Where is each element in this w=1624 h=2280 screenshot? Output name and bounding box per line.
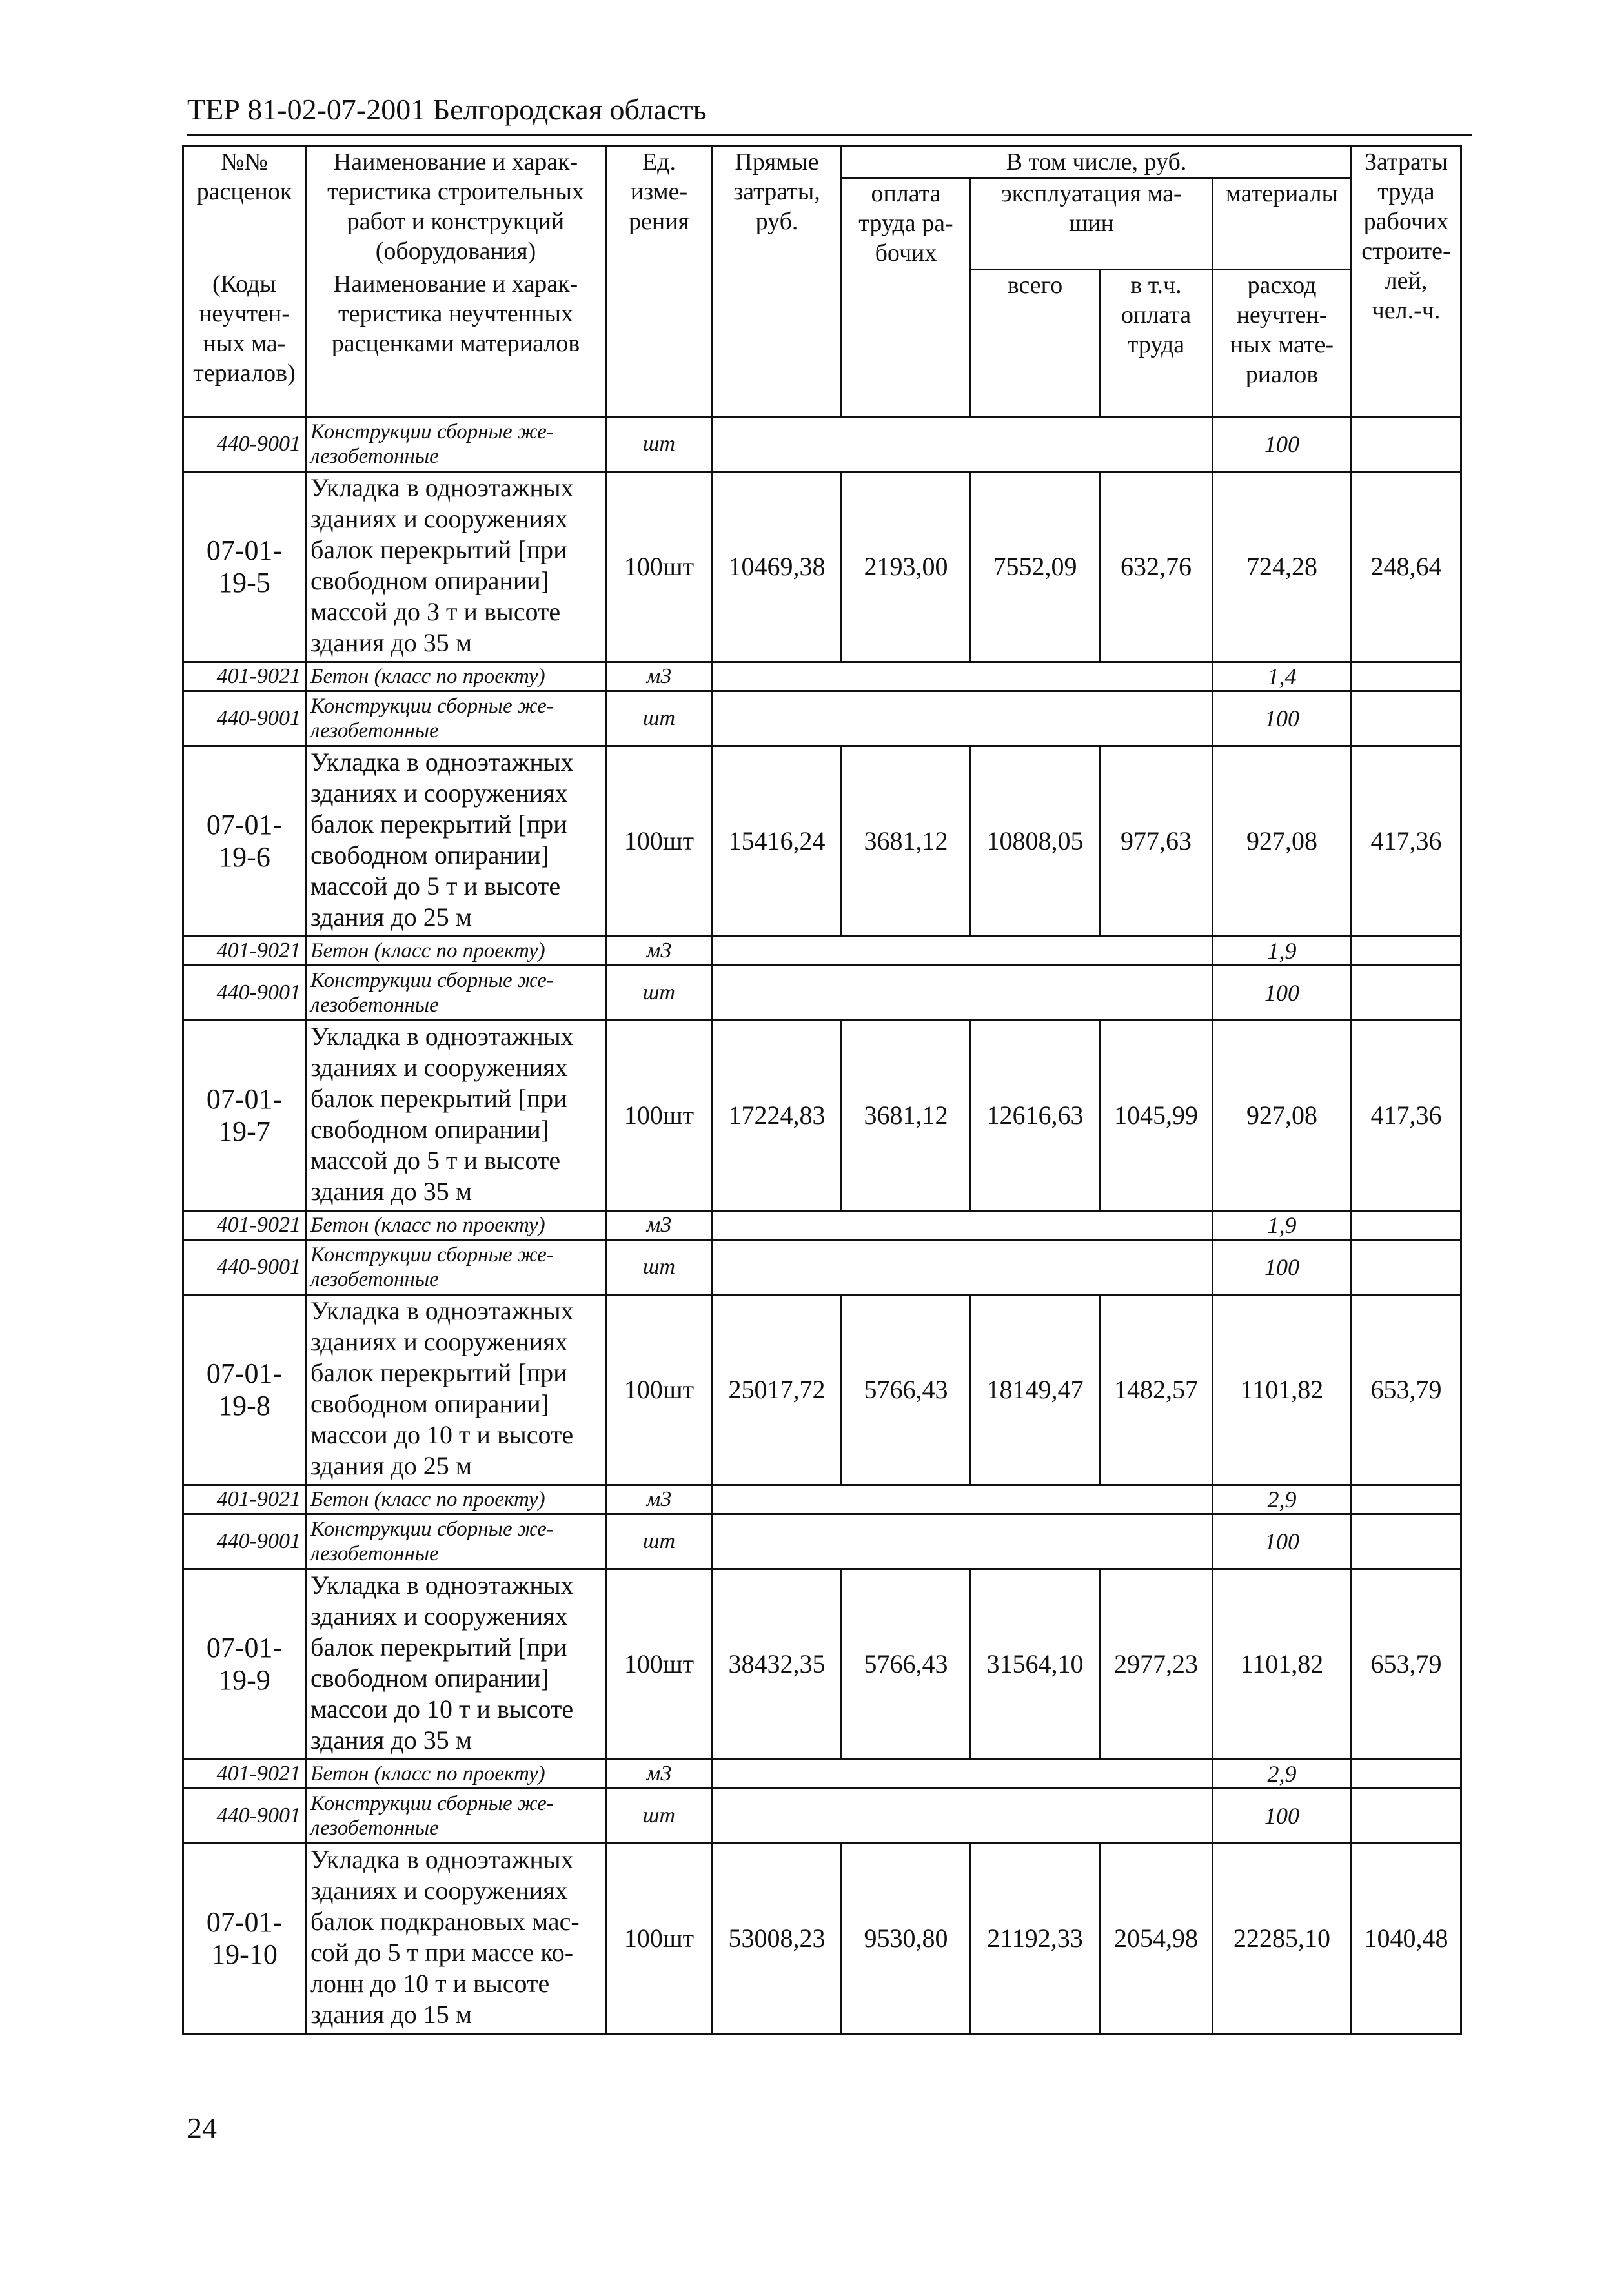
material-labor-blank <box>1352 1239 1461 1294</box>
rate-labor: 653,79 <box>1352 1294 1461 1485</box>
col-header-direct-costs: Прямые затраты, руб. <box>713 147 842 417</box>
rate-code: 07-01- 19-7 <box>183 1020 306 1210</box>
material-row-structures <box>183 416 1461 471</box>
material-labor-blank <box>1352 662 1461 691</box>
material-name: Конструкции сборные же- лезобетонные <box>306 691 606 746</box>
rate-row <box>183 1294 1461 1485</box>
material-unit: шт <box>606 691 713 746</box>
material-unit: м3 <box>606 1210 713 1239</box>
material-name: Бетон (класс по проекту) <box>306 1759 606 1788</box>
rate-direct-costs: 25017,72 <box>713 1294 842 1485</box>
rate-machines-wages: 632,76 <box>1100 471 1213 662</box>
material-code: 440-9001 <box>183 1239 306 1294</box>
material-name: Бетон (класс по проекту) <box>306 1210 606 1239</box>
rate-labor: 417,36 <box>1352 746 1461 936</box>
material-code: 440-9001 <box>183 1788 306 1843</box>
page-header: ТЕР 81-02-07-2001 Белгородская область <box>187 90 1472 136</box>
rate-description: Укладка в одноэтажных зданиях и сооружениях балок перекрытий [при свободном опирании] массой до 5 т и высоте здания до 35 м <box>306 1020 606 1210</box>
material-quantity: 1,4 <box>1213 662 1352 691</box>
material-unit: шт <box>606 965 713 1020</box>
material-blank <box>713 416 1213 471</box>
col-header-materials-consumption: расход неучтен- ных мате- риалов <box>1213 269 1352 416</box>
rate-machines-total: 31564,10 <box>971 1569 1100 1759</box>
material-blank <box>713 1210 1213 1239</box>
material-row-concrete <box>183 936 1461 965</box>
material-quantity: 1,9 <box>1213 936 1352 965</box>
rate-materials: 724,28 <box>1213 471 1352 662</box>
rate-unit: 100шт <box>606 471 713 662</box>
material-row-concrete <box>183 1210 1461 1239</box>
material-blank <box>713 662 1213 691</box>
rate-machines-wages: 1045,99 <box>1100 1020 1213 1210</box>
material-unit: м3 <box>606 1759 713 1788</box>
material-unit: м3 <box>606 1485 713 1514</box>
col-header-work-name: Наименование и харак- теристика строительных работ и конструкций (оборудования) <box>306 147 606 270</box>
material-unit: м3 <box>606 936 713 965</box>
col-header-materials: материалы <box>1213 178 1352 270</box>
material-code: 440-9001 <box>183 416 306 471</box>
rate-direct-costs: 17224,83 <box>713 1020 842 1210</box>
rate-wages: 2193,00 <box>842 471 971 662</box>
rate-code: 07-01- 19-10 <box>183 1843 306 2033</box>
col-header-machines-spacer <box>971 238 1213 269</box>
material-labor-blank <box>1352 936 1461 965</box>
rate-code: 07-01- 19-6 <box>183 746 306 936</box>
material-code: 401-9021 <box>183 1759 306 1788</box>
material-row-structures <box>183 965 1461 1020</box>
material-quantity: 100 <box>1213 1788 1352 1843</box>
table-header <box>183 147 1461 417</box>
material-unit: м3 <box>606 662 713 691</box>
material-blank <box>713 1514 1213 1569</box>
col-header-unit: Ед. изме- рения <box>606 147 713 417</box>
material-blank <box>713 1788 1213 1843</box>
rate-materials: 22285,10 <box>1213 1843 1352 2033</box>
rate-code: 07-01- 19-5 <box>183 471 306 662</box>
col-header-wages: оплата труда ра- бочих <box>842 178 971 417</box>
material-name: Конструкции сборные же- лезобетонные <box>306 1788 606 1843</box>
material-quantity: 2,9 <box>1213 1485 1352 1514</box>
rate-row <box>183 746 1461 936</box>
rate-wages: 5766,43 <box>842 1294 971 1485</box>
rate-description: Укладка в одноэтажных зданиях и сооружениях балок перекрытий [при свободном опирании] массой до 3 т и высоте здания до 35 м <box>306 471 606 662</box>
rate-machines-wages: 1482,57 <box>1100 1294 1213 1485</box>
material-row-structures <box>183 1239 1461 1294</box>
material-code: 440-9001 <box>183 1514 306 1569</box>
material-code: 401-9021 <box>183 1210 306 1239</box>
material-row-structures <box>183 1514 1461 1569</box>
rate-machines-wages: 2977,23 <box>1100 1569 1213 1759</box>
material-blank <box>713 691 1213 746</box>
rate-description: Укладка в одноэтажных зданиях и сооружениях балок перекрытий [при свободном опирании] массои до 10 т и высоте здания до 25 м <box>306 1294 606 1485</box>
material-name: Конструкции сборные же- лезобетонные <box>306 1239 606 1294</box>
rate-materials: 1101,82 <box>1213 1569 1352 1759</box>
rate-machines-wages: 2054,98 <box>1100 1843 1213 2033</box>
material-blank <box>713 965 1213 1020</box>
material-blank <box>713 1485 1213 1514</box>
material-unit: шт <box>606 416 713 471</box>
material-row-concrete <box>183 1485 1461 1514</box>
material-labor-blank <box>1352 965 1461 1020</box>
rate-machines-total: 12616,63 <box>971 1020 1100 1210</box>
rate-description: Укладка в одноэтажных зданиях и сооружениях балок перекрытий [при свободном опирании] массои до 10 т и высоте здания до 35 м <box>306 1569 606 1759</box>
material-name: Бетон (класс по проекту) <box>306 1485 606 1514</box>
material-row-structures <box>183 1788 1461 1843</box>
rate-row <box>183 1843 1461 2033</box>
material-code: 440-9001 <box>183 965 306 1020</box>
material-blank <box>713 1239 1213 1294</box>
rate-unit: 100шт <box>606 746 713 936</box>
rate-machines-total: 18149,47 <box>971 1294 1100 1485</box>
col-header-labor: Затраты труда рабочих строите- лей, чел.-ч. <box>1352 147 1461 417</box>
rate-materials: 927,08 <box>1213 1020 1352 1210</box>
material-labor-blank <box>1352 1788 1461 1843</box>
material-quantity: 1,9 <box>1213 1210 1352 1239</box>
material-name: Конструкции сборные же- лезобетонные <box>306 965 606 1020</box>
col-header-rate-number: №№ расценок <box>183 147 306 270</box>
material-row-concrete <box>183 662 1461 691</box>
material-quantity: 100 <box>1213 1514 1352 1569</box>
material-code: 440-9001 <box>183 691 306 746</box>
material-blank <box>713 936 1213 965</box>
material-labor-blank <box>1352 691 1461 746</box>
rate-machines-total: 10808,05 <box>971 746 1100 936</box>
rate-wages: 9530,80 <box>842 1843 971 2033</box>
material-name: Бетон (класс по проекту) <box>306 662 606 691</box>
col-header-including: В том числе, руб. <box>842 147 1352 178</box>
rate-wages: 3681,12 <box>842 746 971 936</box>
material-quantity: 2,9 <box>1213 1759 1352 1788</box>
rate-materials: 1101,82 <box>1213 1294 1352 1485</box>
rate-code: 07-01- 19-9 <box>183 1569 306 1759</box>
col-header-material-name: Наименование и харак- теристика неучтенных расценками материалов <box>306 269 606 416</box>
material-labor-blank <box>1352 1759 1461 1788</box>
material-unit: шт <box>606 1514 713 1569</box>
material-quantity: 100 <box>1213 691 1352 746</box>
col-header-machines: эксплуатация ма- шин <box>971 178 1213 239</box>
rate-machines-total: 21192,33 <box>971 1843 1100 2033</box>
rate-labor: 653,79 <box>1352 1569 1461 1759</box>
rate-labor: 417,36 <box>1352 1020 1461 1210</box>
material-name: Конструкции сборные же- лезобетонные <box>306 416 606 471</box>
material-labor-blank <box>1352 1485 1461 1514</box>
rate-machines-total: 7552,09 <box>971 471 1100 662</box>
rate-unit: 100шт <box>606 1294 713 1485</box>
rate-unit: 100шт <box>606 1569 713 1759</box>
rate-labor: 248,64 <box>1352 471 1461 662</box>
material-row-concrete <box>183 1759 1461 1788</box>
rate-materials: 927,08 <box>1213 746 1352 936</box>
rate-direct-costs: 15416,24 <box>713 746 842 936</box>
table-body <box>183 416 1461 2033</box>
rate-wages: 5766,43 <box>842 1569 971 1759</box>
rates-table <box>182 145 1462 2035</box>
material-labor-blank <box>1352 1210 1461 1239</box>
material-blank <box>713 1759 1213 1788</box>
rate-unit: 100шт <box>606 1020 713 1210</box>
material-code: 401-9021 <box>183 936 306 965</box>
rate-direct-costs: 53008,23 <box>713 1843 842 2033</box>
material-row-structures <box>183 691 1461 746</box>
rate-row <box>183 1020 1461 1210</box>
material-unit: шт <box>606 1239 713 1294</box>
rate-description: Укладка в одноэтажных зданиях и сооружениях балок подкрановых мас- сой до 5 т при массе ко- лонн до 10 т и высоте здания до 15 м <box>306 1843 606 2033</box>
col-header-material-code: (Коды неучтен- ных ма- териалов) <box>183 269 306 416</box>
material-name: Бетон (класс по проекту) <box>306 936 606 965</box>
material-name: Конструкции сборные же- лезобетонные <box>306 1514 606 1569</box>
rate-wages: 3681,12 <box>842 1020 971 1210</box>
material-quantity: 100 <box>1213 1239 1352 1294</box>
rate-direct-costs: 38432,35 <box>713 1569 842 1759</box>
col-header-machines-total: всего <box>971 269 1100 416</box>
col-header-machines-wages: в т.ч. оплата труда <box>1100 269 1213 416</box>
rate-machines-wages: 977,63 <box>1100 746 1213 936</box>
material-quantity: 100 <box>1213 416 1352 471</box>
rate-labor: 1040,48 <box>1352 1843 1461 2033</box>
rate-row <box>183 471 1461 662</box>
material-labor-blank <box>1352 1514 1461 1569</box>
material-unit: шт <box>606 1788 713 1843</box>
material-labor-blank <box>1352 416 1461 471</box>
material-code: 401-9021 <box>183 662 306 691</box>
material-code: 401-9021 <box>183 1485 306 1514</box>
material-quantity: 100 <box>1213 965 1352 1020</box>
page-number: 24 <box>187 2112 217 2144</box>
rate-description: Укладка в одноэтажных зданиях и сооружениях балок перекрытий [при свободном опирании] массой до 5 т и высоте здания до 25 м <box>306 746 606 936</box>
rate-row <box>183 1569 1461 1759</box>
rate-direct-costs: 10469,38 <box>713 471 842 662</box>
rate-unit: 100шт <box>606 1843 713 2033</box>
rate-code: 07-01- 19-8 <box>183 1294 306 1485</box>
